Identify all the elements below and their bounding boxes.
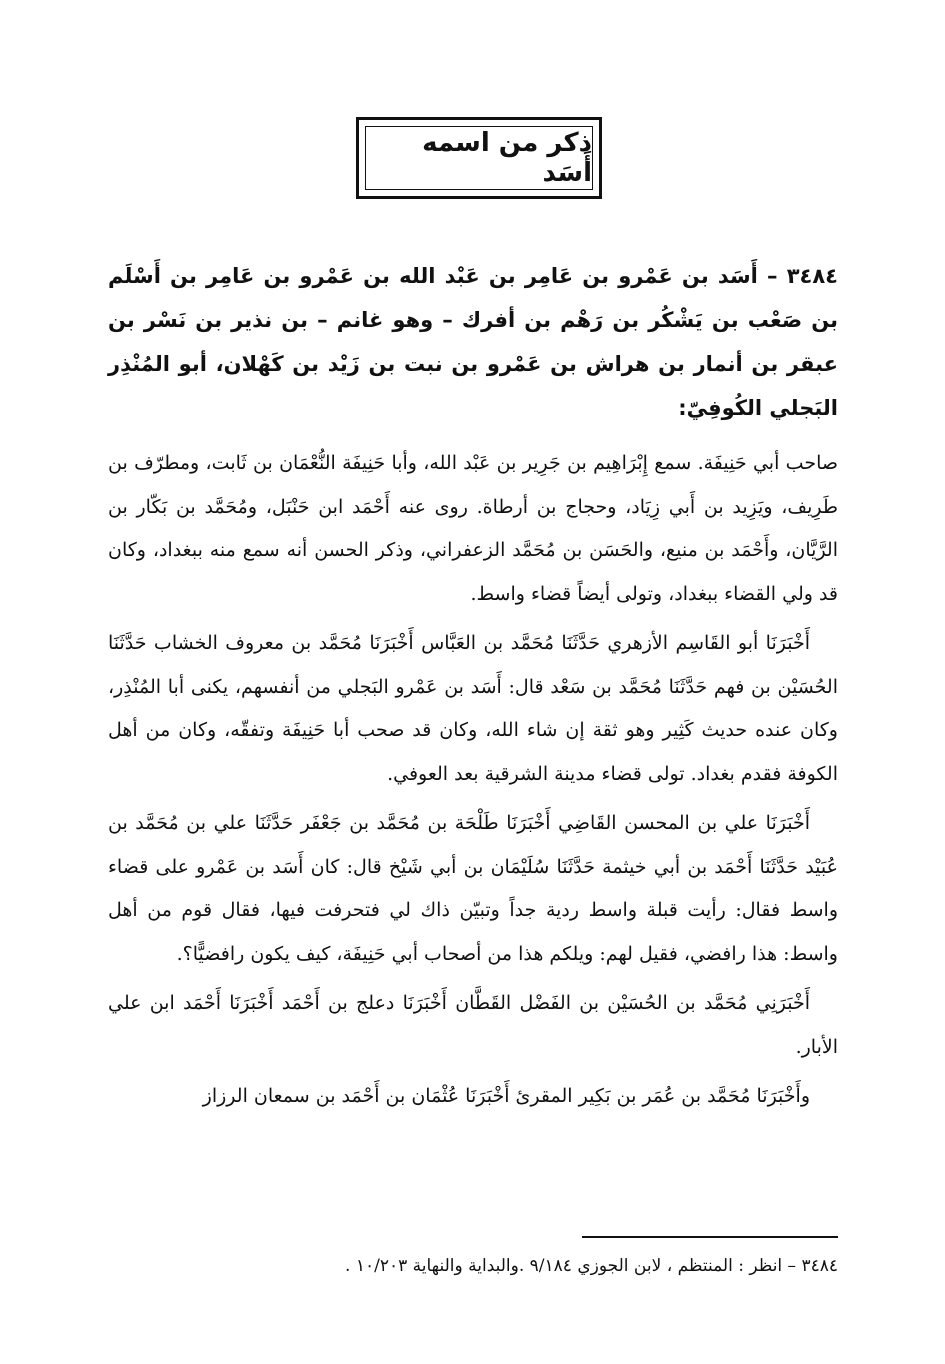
main-text: [108, 254, 838, 1125]
section-title-inner-frame: [365, 126, 593, 190]
section-title-frame: [356, 117, 602, 199]
footnote: ٣٤٨٤ – انظر : المنتظم ، لابن الجوزي ٩/١٨٤ .والبداية والنهاية ١٠/٢٠٣ .: [345, 1256, 838, 1276]
footnote-divider: [582, 1236, 838, 1238]
paragraph: أَخْبَرَنَا أبو القَاسِم الأزهري حَدَّثَنَا مُحَمَّد بن العَبَّاس أَخْبَرَنَا مُحَمَّد بن معروف الخشاب حَدَّثَنَا الحُسَيْن بن فهم حَدَّثَنَا مُحَمَّد بن سَعْد قال: أَسَد بن عَمْرو البَجلي من أنفسهم، يكنى أبا المُنْذِر، وكان عنده حديث كَثِير وهو ثقة إن شاء الله، وكان قد صحب أبا حَنِيفَة وتفقّه، وكان من أهل الكوفة فقدم بغداد. تولى قضاء مدينة الشرقية بعد العوفي.: [108, 632, 838, 785]
paragraph: صاحب أبي حَنِيفَة. سمع إِبْرَاهِيم بن جَرِير بن عَبْد الله، وأبا حَنِيفَة النُّعْمَان بن ثَابت، ومطرّف بن طَرِيف، ويَزِيد بن أَبي زِيَاد، وحجاج بن أرطاة. روى عنه أَحْمَد ابن حَنْبَل، ومُحَمَّد بن بَكّار بن الرَّيَّان، وأَحْمَد بن منيع، والحَسَن بن مُحَمَّد الزعفراني، وذكر الحسن أنه سمع منه ببغداد، وكان قد ولي القضاء ببغداد، وتولى أيضاً قضاء واسط.: [108, 452, 838, 605]
section-title: ذكر من اسمه أَسَد: [422, 128, 592, 188]
paragraph: وأَخْبَرَنَا مُحَمَّد بن عُمَر بن بَكِير المقرئ أَخْبَرَنَا عُثْمَان بن أَحْمَد بن سمعان الرزاز: [202, 1085, 810, 1107]
entry-heading: ٣٤٨٤ – أَسَد بن عَمْرو بن عَامِر بن عَبْد الله بن عَمْرو بن عَامِر بن أَسْلَم بن صَعْب بن يَشْكُر بن رَهْم بن أفرك – وهو غانم – بن نذير بن نَسْر بن عبقر بن أنمار بن هراش بن عَمْرو بن نبت بن زَيْد بن كَهْلان، أبو المُنْذِر البَجلي الكُوفِيّ:: [108, 264, 838, 420]
paragraph: أَخْبَرَنِي مُحَمَّد بن الحُسَيْن بن الفَضْل القَطَّان أَخْبَرَنَا دعلج بن أَحْمَد أَخْبَرَنَا أَحْمَد ابن علي الأبار.: [108, 992, 838, 1058]
paragraph: أَخْبَرَنَا علي بن المحسن القَاضِي أَخْبَرَنَا طَلْحَة بن مُحَمَّد بن جَعْفَر حَدَّثَنَا علي بن مُحَمَّد بن عُبَيْد حَدَّثَنَا أَحْمَد بن أبي خيثمة حَدَّثَنَا سُلَيْمَان بن أبي شَيْخ قال: كان أَسَد بن عَمْرو على قضاء واسط فقال: رأيت قبلة واسط ردية جداً وتبيّن ذاك لي فتحرفت فيها، فقال قوم من أهل واسط: هذا رافضي، فقيل لهم: ويلكم هذا من أصحاب أبي حَنِيفَة، كيف يكون رافضيًّا؟.: [108, 812, 838, 965]
